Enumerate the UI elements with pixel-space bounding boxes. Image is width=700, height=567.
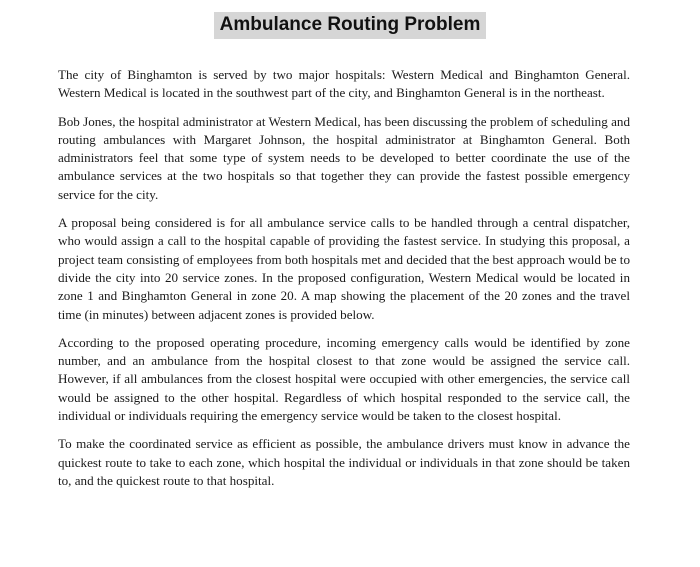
document-title: Ambulance Routing Problem xyxy=(214,12,487,39)
title-container xyxy=(0,12,700,39)
paragraph: A proposal being considered is for all ambulance service calls to be handled through a central dispatcher, who would assign a call to the hospital capable of providing the fastest service. In studying this proposal, a project team consisting of employees from both hospitals met and decided that the best approach would be to divide the city into 20 service zones. In the proposed configuration, Western Medical would be located in zone 1 and Binghamton General in zone 20. A map showing the placement of the 20 zones and the travel time (in minutes) between adjacent zones is provided below. xyxy=(58,215,630,322)
paragraph: According to the proposed operating procedure, incoming emergency calls would be identified by zone number, and an ambulance from the hospital closest to that zone would be assigned the service call. However, if all ambulances from the closest hospital were occupied with other emergencies, the service call would be assigned to the other hospital. Regardless of which hospital responded to the service call, the individual or individuals requiring the emergency service would be taken to the closest hospital. xyxy=(58,334,630,424)
paragraph: Bob Jones, the hospital administrator at Western Medical, has been discussing the problem of scheduling and routing ambulances with Margaret Johnson, the hospital administrator at Binghamton General. Both administrators feel that some type of system needs to be developed to better coordinate the use of the ambulance services at the two hospitals so that together they can provide the fastest possible emergency service for the city. xyxy=(58,113,630,202)
document-body xyxy=(58,66,630,500)
paragraph: The city of Binghamton is served by two major hospitals: Western Medical and Binghamton General. Western Medical is located in the southwest part of the city, and Binghamton General is in the northeast. xyxy=(58,67,630,101)
paragraph: To make the coordinated service as efficient as possible, the ambulance drivers must know in advance the quickest route to take to each zone, which hospital the individual or individuals in that zone should be taken to, and the quickest route to that hospital. xyxy=(58,436,630,488)
